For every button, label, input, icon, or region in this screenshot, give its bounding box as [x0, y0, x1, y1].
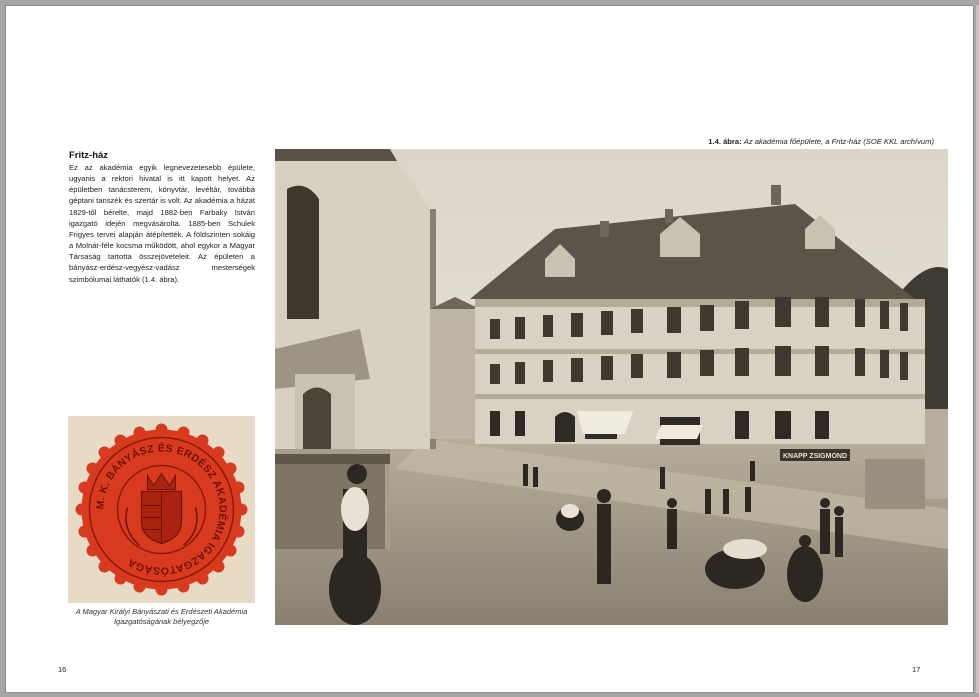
seal-stamp-image [68, 416, 255, 603]
figure-caption-text: Az akadémia főépülete, a Fritz-ház (SOE KKL archívum) [743, 137, 934, 146]
page-number-right: 17 [912, 665, 921, 674]
body-paragraph: Ez az akadémia egyik legnevezetesebb épülete, ugyanis a rektori hivatal is itt kapott helyet. Az épületben tanácsterem, könyvtár, levéltár, továbbá géptani tanszék és szertár is volt. Az akadémia a házat 1829-től bérelte, majd 1882-ben Farbaky István igazgató idején megvásárolta. 1885-ben Schulek Frigyes tervei alapján átépítették. A földszinten sokáig a Molnár-féle kocsma működött, ahol egykor a Magyar Társaság tartotta összejöveteleit. Az épületen a bányász-erdész-vegyész-vadász mesterségek szimbólumai láthatók (1.4. ábra). [69, 163, 255, 284]
shop-sign-text: KNAPP ZSIGMOND [782, 453, 848, 460]
figure-label: 1.4. ábra: [708, 137, 742, 146]
book-spread [5, 5, 974, 693]
historic-building-photo [275, 149, 948, 625]
figure-caption [606, 137, 934, 146]
section-title: Fritz-ház [69, 150, 109, 161]
seal-icon [68, 416, 255, 603]
fritz-house-photo-icon [275, 149, 948, 625]
svg-text:M. K. BÁNYÁSZ ÉS ERDÉSZ AKADÉM: M. K. BÁNYÁSZ ÉS ERDÉSZ AKADÉMIA IGAZGATÓSÁGA [94, 442, 229, 577]
page-number-left: 16 [58, 665, 67, 674]
stamp-caption: A Magyar Királyi Bányászati és Erdészeti Akadémia Igazgatóságának bélyegzője [75, 607, 248, 626]
